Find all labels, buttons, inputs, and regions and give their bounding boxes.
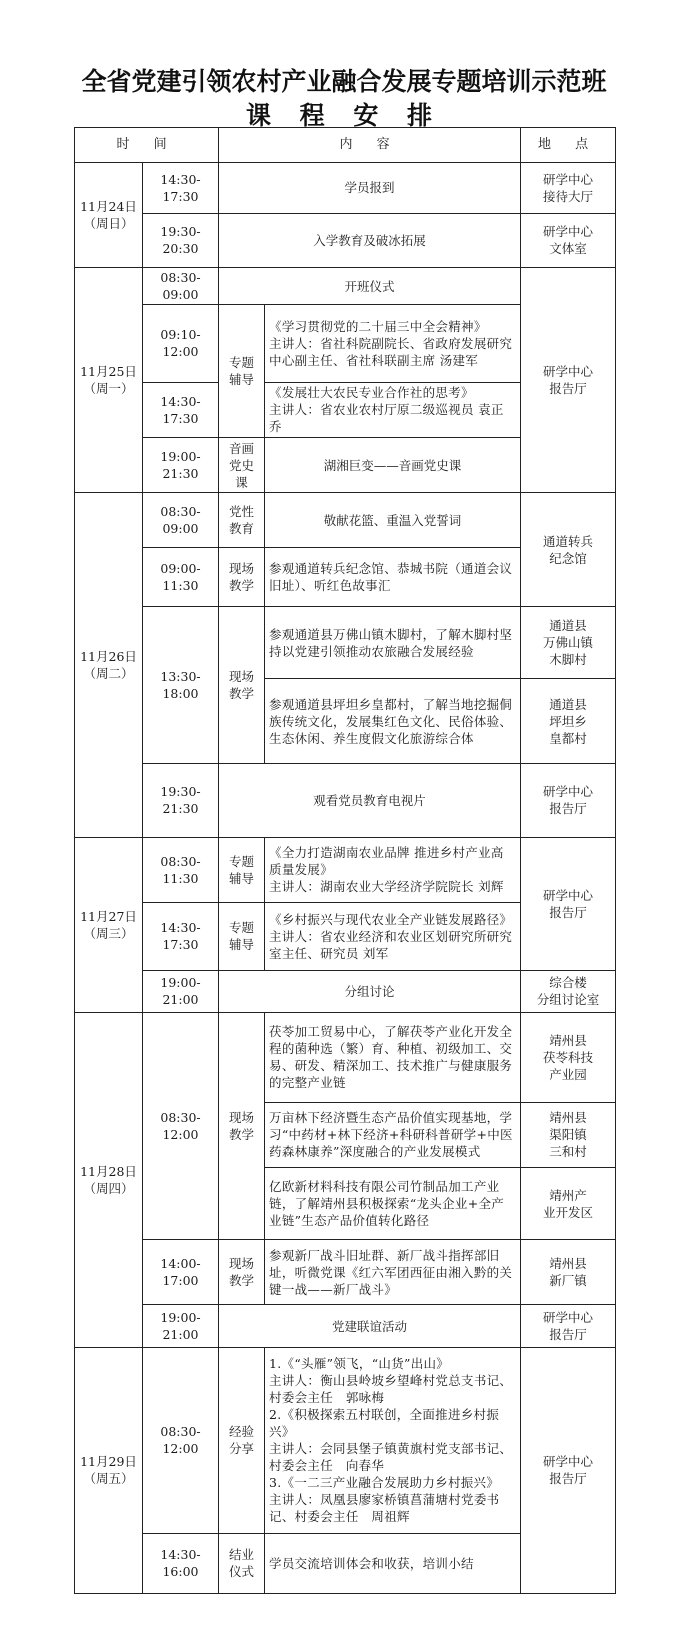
place-line: 通道县 xyxy=(549,696,587,712)
schedule-table xyxy=(74,127,616,1594)
place-line: 分组讨论室 xyxy=(536,992,600,1008)
place-line: 文体室 xyxy=(549,241,587,257)
time-cell: 09:00-11:30 xyxy=(143,548,219,607)
type-line: 教育 xyxy=(229,521,255,537)
content-cell xyxy=(265,1347,521,1533)
time-cell: 14:30-16:00 xyxy=(143,1533,219,1593)
time-cell: 13:30-18:00 xyxy=(143,607,219,763)
date-text: 11月25日 xyxy=(80,364,137,380)
type-line: 现场 xyxy=(229,561,255,577)
content-cell xyxy=(265,305,521,382)
type-line: 辅导 xyxy=(229,870,255,886)
page-title: 全省党建引领农村产业融合发展专题培训示范班 xyxy=(81,67,607,96)
header-time: 时 间 xyxy=(75,128,219,163)
type-line: 现场 xyxy=(229,1109,255,1125)
speaker-text: 主讲人：省社科院副院长、省政府发展研究中心副主任、省社科联副主席 汤建军 xyxy=(269,335,513,368)
type-line: 辅导 xyxy=(229,937,255,953)
place-cell xyxy=(521,1012,616,1102)
content-cell: 参观通道县万佛山镇木脚村，了解木脚村坚持以党建引领推动农旅融合发展经验 xyxy=(265,607,521,679)
time-cell: 14:30-17:30 xyxy=(143,903,219,971)
place-cell xyxy=(521,268,616,493)
place-line: 三和村 xyxy=(549,1144,587,1160)
type-line: 辅导 xyxy=(229,372,255,388)
content-cell: 参观通道县坪坦乡皇都村，了解当地挖掘侗族传统文化，发展集红色文化、民俗体验、生态休闲、养生度假文化旅游综合体 xyxy=(265,679,521,763)
place-line: 研学中心 xyxy=(543,887,594,903)
content-cell: 学员报到 xyxy=(219,162,521,213)
place-line: 接待大厅 xyxy=(543,188,594,204)
course-title: 《全力打造湖南农业品牌 推进乡村产业高质量发展》 xyxy=(269,845,504,878)
content-cell: 万亩林下经济暨生态产品价值实现基地，学习“中药材+林下经济+科研科普研学+中医药森林康养”深度融合的产业发展模式 xyxy=(265,1102,521,1167)
date-cell xyxy=(75,493,143,837)
type-cell xyxy=(219,837,265,902)
time-cell: 14:00-17:00 xyxy=(143,1240,219,1305)
place-cell xyxy=(521,1347,616,1593)
content-cell xyxy=(265,903,521,971)
table-header-row xyxy=(75,128,616,163)
place-cell xyxy=(521,213,616,268)
time-cell: 14:30-17:30 xyxy=(143,382,219,438)
weekday-text: （周五） xyxy=(83,1471,134,1487)
place-line: 报告厅 xyxy=(549,801,587,817)
place-line: 靖州县 xyxy=(549,1256,587,1272)
type-cell xyxy=(219,1533,265,1593)
content-cell: 学员交流培训体会和收获，培训小结 xyxy=(265,1533,521,1593)
course-title: 3.《一二三产业融合发展助力乡村振兴》 xyxy=(269,1475,500,1491)
place-cell xyxy=(521,679,616,763)
type-cell xyxy=(219,548,265,607)
place-line: 研学中心 xyxy=(543,1454,594,1470)
date-cell xyxy=(75,1347,143,1593)
speaker-text: 主讲人：会同县堡子镇黄旗村党支部书记、村委会主任 向春华 xyxy=(269,1441,513,1474)
place-line: 通道转兵 xyxy=(543,533,594,549)
type-line: 专题 xyxy=(229,853,255,869)
content-cell: 参观新厂战斗旧址群、新厂战斗指挥部旧址，听微党课《红六军团西征由湘入黔的关键一战——新厂战斗》 xyxy=(265,1240,521,1305)
time-cell: 19:30-21:30 xyxy=(143,763,219,837)
course-title: 1.《“头雁”领飞，“山货”出山》 xyxy=(269,1356,450,1372)
place-line: 研学中心 xyxy=(543,171,594,187)
type-line: 结业 xyxy=(229,1547,255,1563)
time-cell: 08:30-12:00 xyxy=(143,1012,219,1239)
type-line: 党性 xyxy=(229,504,255,520)
table-row xyxy=(75,162,616,213)
place-cell xyxy=(521,162,616,213)
place-line: 皇都村 xyxy=(549,730,587,746)
content-cell: 敬献花篮、重温入党誓词 xyxy=(265,493,521,548)
course-title: 2.《积极探索五村联创，全面推进乡村振兴》 xyxy=(269,1407,500,1440)
place-line: 研学中心 xyxy=(543,1310,594,1326)
place-cell xyxy=(521,1305,616,1347)
table-row xyxy=(75,607,616,679)
time-cell: 08:30-09:00 xyxy=(143,493,219,548)
weekday-text: （周四） xyxy=(83,1180,134,1196)
header-place: 地 点 xyxy=(521,128,616,163)
speaker-text: 主讲人：省农业经济和农业区划研究所研究室主任、研究员 刘军 xyxy=(269,928,513,961)
place-line: 靖州县 xyxy=(549,1032,587,1048)
date-text: 11月29日 xyxy=(80,1454,137,1470)
place-line: 综合楼 xyxy=(549,975,587,991)
speaker-text: 主讲人：湖南农业大学经济学院院长 刘辉 xyxy=(269,879,504,895)
place-line: 靖州产 xyxy=(549,1187,587,1203)
weekday-text: （周二） xyxy=(83,666,134,682)
time-cell: 19:00-21:30 xyxy=(143,438,219,493)
place-line: 万佛山镇 xyxy=(543,635,594,651)
time-cell: 08:30-09:00 xyxy=(143,268,219,305)
type-line: 教学 xyxy=(229,578,255,594)
table-row xyxy=(75,1012,616,1102)
type-line: 现场 xyxy=(229,1256,255,1272)
type-line: 教学 xyxy=(229,686,255,702)
type-line: 教学 xyxy=(229,1126,255,1142)
place-cell xyxy=(521,970,616,1012)
place-cell xyxy=(521,607,616,679)
type-cell xyxy=(219,305,265,438)
date-cell xyxy=(75,268,143,493)
content-cell: 入学教育及破冰拓展 xyxy=(219,213,521,268)
table-row xyxy=(75,1305,616,1347)
place-line: 研学中心 xyxy=(543,224,594,240)
type-cell xyxy=(219,607,265,763)
course-title: 《学习贯彻党的二十届三中全会精神》 xyxy=(269,318,487,334)
place-cell xyxy=(521,493,616,607)
time-cell: 09:10-12:00 xyxy=(143,305,219,382)
content-cell: 茯苓加工贸易中心，了解茯苓产业化开发全程的菌种选（繁）育、种植、初级加工、交易、研发、精深加工、技术推广与健康服务的完整产业链 xyxy=(265,1012,521,1102)
weekday-text: （周三） xyxy=(83,925,134,941)
place-cell xyxy=(521,1240,616,1305)
type-line: 专题 xyxy=(229,920,255,936)
date-text: 11月26日 xyxy=(80,649,137,665)
table-row xyxy=(75,213,616,268)
time-cell: 14:30-17:30 xyxy=(143,162,219,213)
content-cell xyxy=(265,382,521,438)
type-line: 音画 xyxy=(229,440,255,456)
speaker-text: 主讲人：衡山县岭坡乡望峰村党总支书记、村委会主任 郭咏梅 xyxy=(269,1373,513,1406)
speaker-text: 主讲人：凤凰县廖家桥镇菖蒲塘村党委书记、村委会主任 周祖辉 xyxy=(269,1492,500,1525)
place-line: 报告厅 xyxy=(549,1471,587,1487)
type-cell xyxy=(219,438,265,493)
type-cell xyxy=(219,1347,265,1533)
header-content: 内 容 xyxy=(219,128,521,163)
place-line: 新厂镇 xyxy=(549,1273,587,1289)
type-cell xyxy=(219,493,265,548)
type-line: 经验 xyxy=(229,1424,255,1440)
speaker-text: 主讲人：省农业农村厅原二级巡视员 袁正乔 xyxy=(269,402,504,435)
time-cell: 19:00-21:00 xyxy=(143,970,219,1012)
place-line: 渠阳镇 xyxy=(549,1127,587,1143)
content-cell: 党建联谊活动 xyxy=(219,1305,521,1347)
date-text: 11月28日 xyxy=(80,1163,137,1179)
table-row xyxy=(75,970,616,1012)
place-line: 通道县 xyxy=(549,618,587,634)
table-row xyxy=(75,493,616,548)
table-row xyxy=(75,268,616,305)
weekday-text: （周日） xyxy=(83,216,134,232)
type-cell xyxy=(219,1012,265,1239)
time-cell: 19:30-20:30 xyxy=(143,213,219,268)
content-cell: 分组讨论 xyxy=(219,970,521,1012)
type-line: 党史课 xyxy=(229,457,255,490)
content-cell: 参观通道转兵纪念馆、恭城书院（通道会议旧址）、听红色故事汇 xyxy=(265,548,521,607)
place-line: 研学中心 xyxy=(543,364,594,380)
time-cell: 08:30-12:00 xyxy=(143,1347,219,1533)
table-row xyxy=(75,1240,616,1305)
course-title: 《乡村振兴与现代农业全产业链发展路径》 xyxy=(269,911,513,927)
table-row xyxy=(75,837,616,902)
type-line: 专题 xyxy=(229,355,255,371)
type-line: 分享 xyxy=(229,1441,255,1457)
place-cell xyxy=(521,763,616,837)
table-row xyxy=(75,763,616,837)
content-cell xyxy=(265,837,521,902)
type-cell xyxy=(219,1240,265,1305)
place-cell xyxy=(521,837,616,970)
content-cell: 观看党员教育电视片 xyxy=(219,763,521,837)
type-line: 现场 xyxy=(229,669,255,685)
date-text: 11月27日 xyxy=(80,908,137,924)
content-cell: 开班仪式 xyxy=(219,268,521,305)
place-line: 茯苓科技 xyxy=(543,1049,594,1065)
content-cell: 亿欧新材料科技有限公司竹制品加工产业链，了解靖州县积极探索“龙头企业+全产业链”生态产品价值转化路径 xyxy=(265,1168,521,1240)
place-line: 报告厅 xyxy=(549,381,587,397)
type-cell xyxy=(219,903,265,971)
place-line: 纪念馆 xyxy=(549,550,587,566)
place-line: 木脚村 xyxy=(549,652,587,668)
place-cell xyxy=(521,1168,616,1240)
content-cell: 湖湘巨变——音画党史课 xyxy=(265,438,521,493)
type-line: 教学 xyxy=(229,1273,255,1289)
place-line: 研学中心 xyxy=(543,784,594,800)
time-cell: 19:00-21:00 xyxy=(143,1305,219,1347)
place-line: 靖州县 xyxy=(549,1110,587,1126)
place-line: 坪坦乡 xyxy=(549,713,587,729)
place-line: 报告厅 xyxy=(549,904,587,920)
page-subtitle: 课 程 安 排 xyxy=(245,101,443,130)
table-row xyxy=(75,1347,616,1533)
date-cell xyxy=(75,837,143,1012)
date-cell xyxy=(75,162,143,268)
place-cell xyxy=(521,1102,616,1167)
course-title: 《发展壮大农民专业合作社的思考》 xyxy=(269,385,474,401)
place-line: 报告厅 xyxy=(549,1327,587,1343)
place-line: 产业园 xyxy=(549,1066,587,1082)
place-line: 业开发区 xyxy=(543,1204,594,1220)
type-line: 仪式 xyxy=(229,1564,255,1580)
date-text: 11月24日 xyxy=(80,199,137,215)
time-cell: 08:30-11:30 xyxy=(143,837,219,902)
weekday-text: （周一） xyxy=(83,381,134,397)
date-cell xyxy=(75,1012,143,1347)
